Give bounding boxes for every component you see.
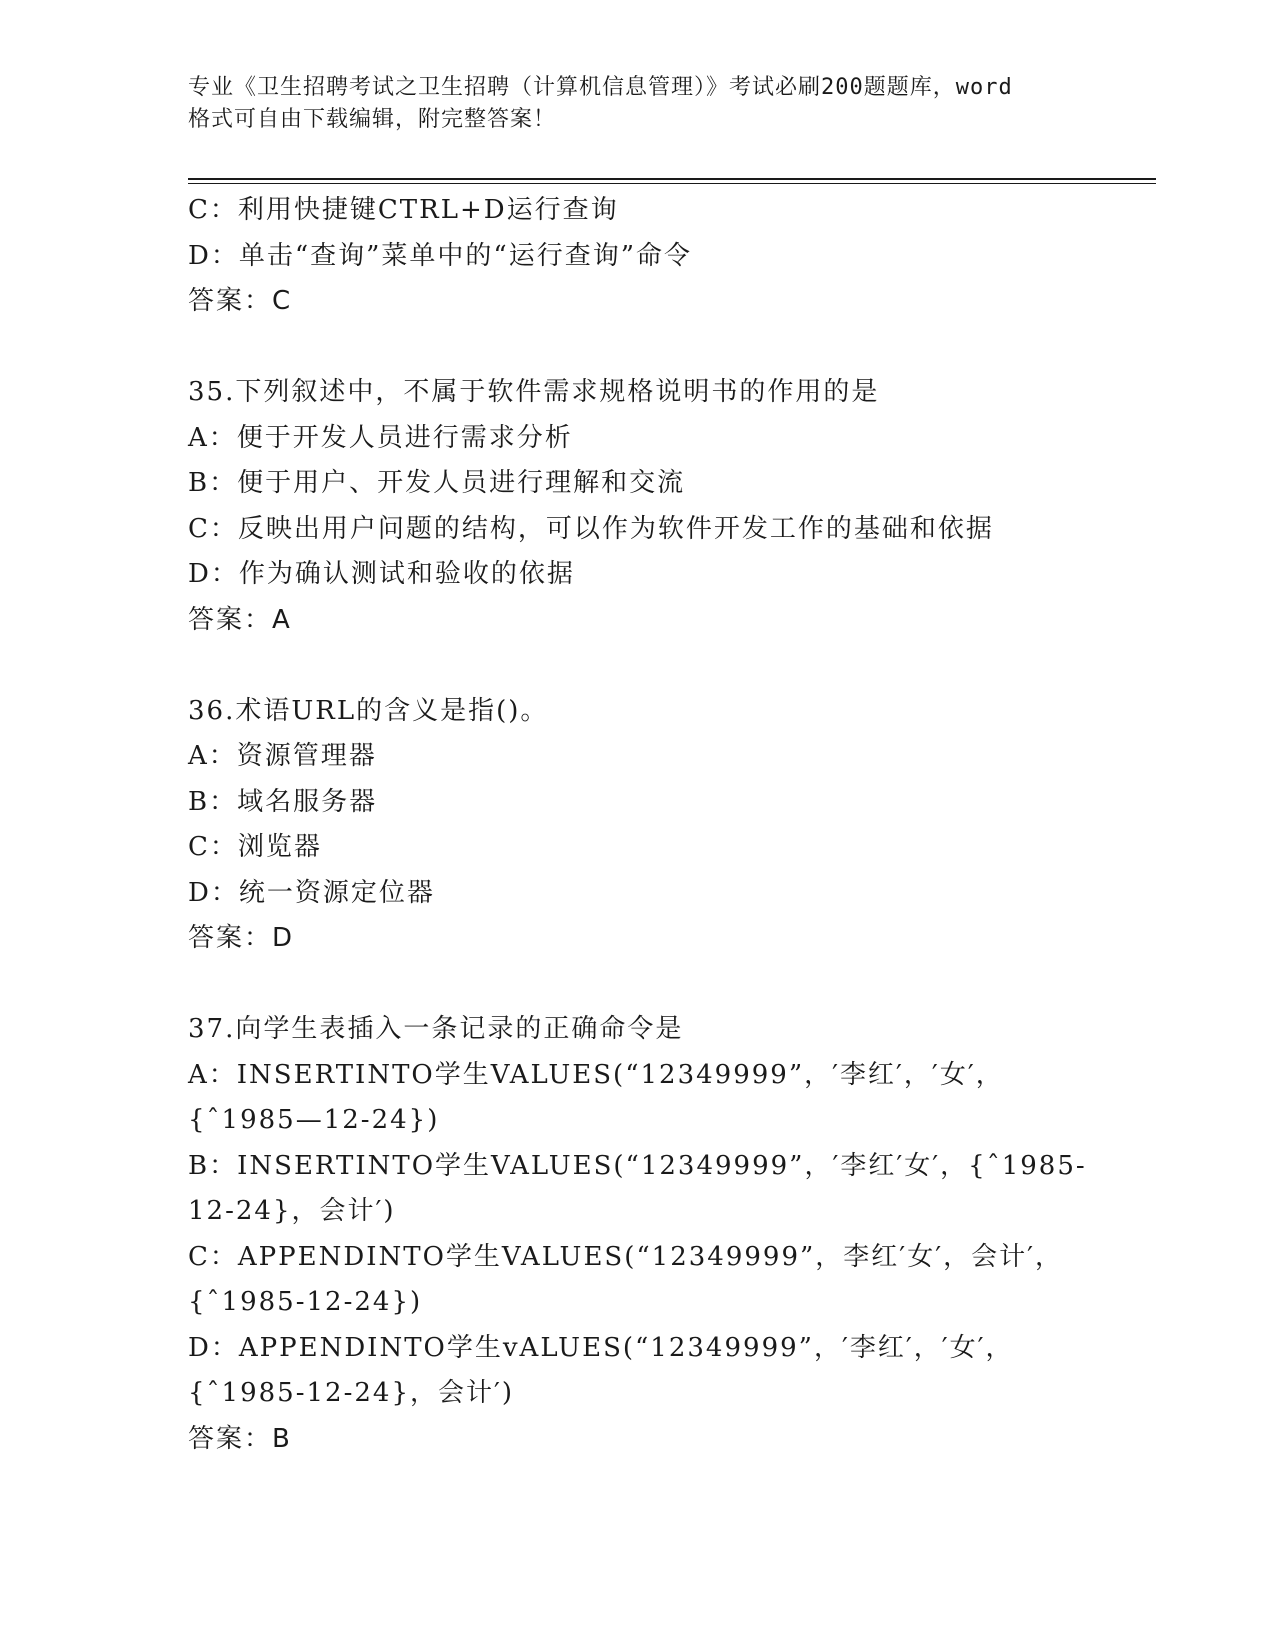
q34-option-d: D：单击“查询”菜单中的“运行查询”命令 bbox=[188, 240, 693, 271]
q34-answer: 答案：C bbox=[188, 286, 293, 316]
q37-option-d-line-1: D：APPENDINTO学生vALUES(“12349999”，′李红′，′女′， bbox=[188, 1332, 1014, 1363]
q35-question: 35.下列叙述中，不属于软件需求规格说明书的作用的是 bbox=[188, 377, 880, 407]
spacer bbox=[188, 325, 1088, 371]
spacer bbox=[188, 643, 1088, 689]
question-34-block bbox=[188, 188, 1088, 325]
q36-answer: 答案：D bbox=[188, 923, 295, 953]
question-35-block bbox=[188, 370, 1088, 643]
q35-option-d: D：作为确认测试和验收的依据 bbox=[188, 559, 575, 589]
q37-option-c-line-1: C：APPENDINTO学生VALUES(“12349999”，李红′女′，会计′， bbox=[188, 1241, 1064, 1272]
q36-question: 36.术语URL的含义是指()。 bbox=[188, 695, 549, 726]
q35-option-c: C：反映出用户问题的结构，可以作为软件开发工作的基础和依据 bbox=[188, 513, 994, 544]
spacer bbox=[188, 962, 1088, 1008]
q36-option-c: C：浏览器 bbox=[188, 832, 322, 862]
q36-option-a: A：资源管理器 bbox=[188, 741, 377, 771]
q34-option-c: C：利用快捷键CTRL+D运行查询 bbox=[188, 195, 619, 225]
q35-option-b: B：便于用户、开发人员进行理解和交流 bbox=[188, 468, 686, 498]
header-line-2: 格式可自由下载编辑，附完整答案！ bbox=[188, 107, 557, 132]
q35-option-a: A：便于开发人员进行需求分析 bbox=[188, 422, 573, 453]
q37-option-c-line-2: {ˆ1985-12-24}) bbox=[188, 1287, 423, 1317]
document-header bbox=[188, 72, 1108, 136]
question-content bbox=[188, 188, 1088, 1462]
q37-option-b-line-2: 12-24}，会计′) bbox=[188, 1196, 396, 1226]
q37-answer: 答案：B bbox=[188, 1423, 292, 1454]
header-rule-thin bbox=[188, 183, 1156, 184]
q37-option-d-line-2: {ˆ1985-12-24}，会计′) bbox=[188, 1378, 515, 1408]
q36-option-b: B：域名服务器 bbox=[188, 786, 378, 817]
header-rule-thick bbox=[188, 178, 1156, 180]
q37-question: 37.向学生表插入一条记录的正确命令是 bbox=[188, 1014, 684, 1044]
q37-option-a-line-2: {ˆ1985—12-24}) bbox=[188, 1105, 440, 1135]
q35-answer: 答案：A bbox=[188, 604, 292, 635]
question-36-block bbox=[188, 689, 1088, 962]
q37-option-b-line-1: B：INSERTINTO学生VALUES(“12349999”，′李红′女′，{ˆ1985- bbox=[188, 1150, 1087, 1181]
q37-option-a-line-1: A：INSERTINTO学生VALUES(“12349999”，′李红′，′女′， bbox=[188, 1059, 1004, 1090]
q36-option-d: D：统一资源定位器 bbox=[188, 877, 435, 908]
question-37-block bbox=[188, 1007, 1088, 1462]
header-line-1: 专业《卫生招聘考试之卫生招聘（计算机信息管理）》考试必刷200题题库，word bbox=[188, 75, 1013, 100]
